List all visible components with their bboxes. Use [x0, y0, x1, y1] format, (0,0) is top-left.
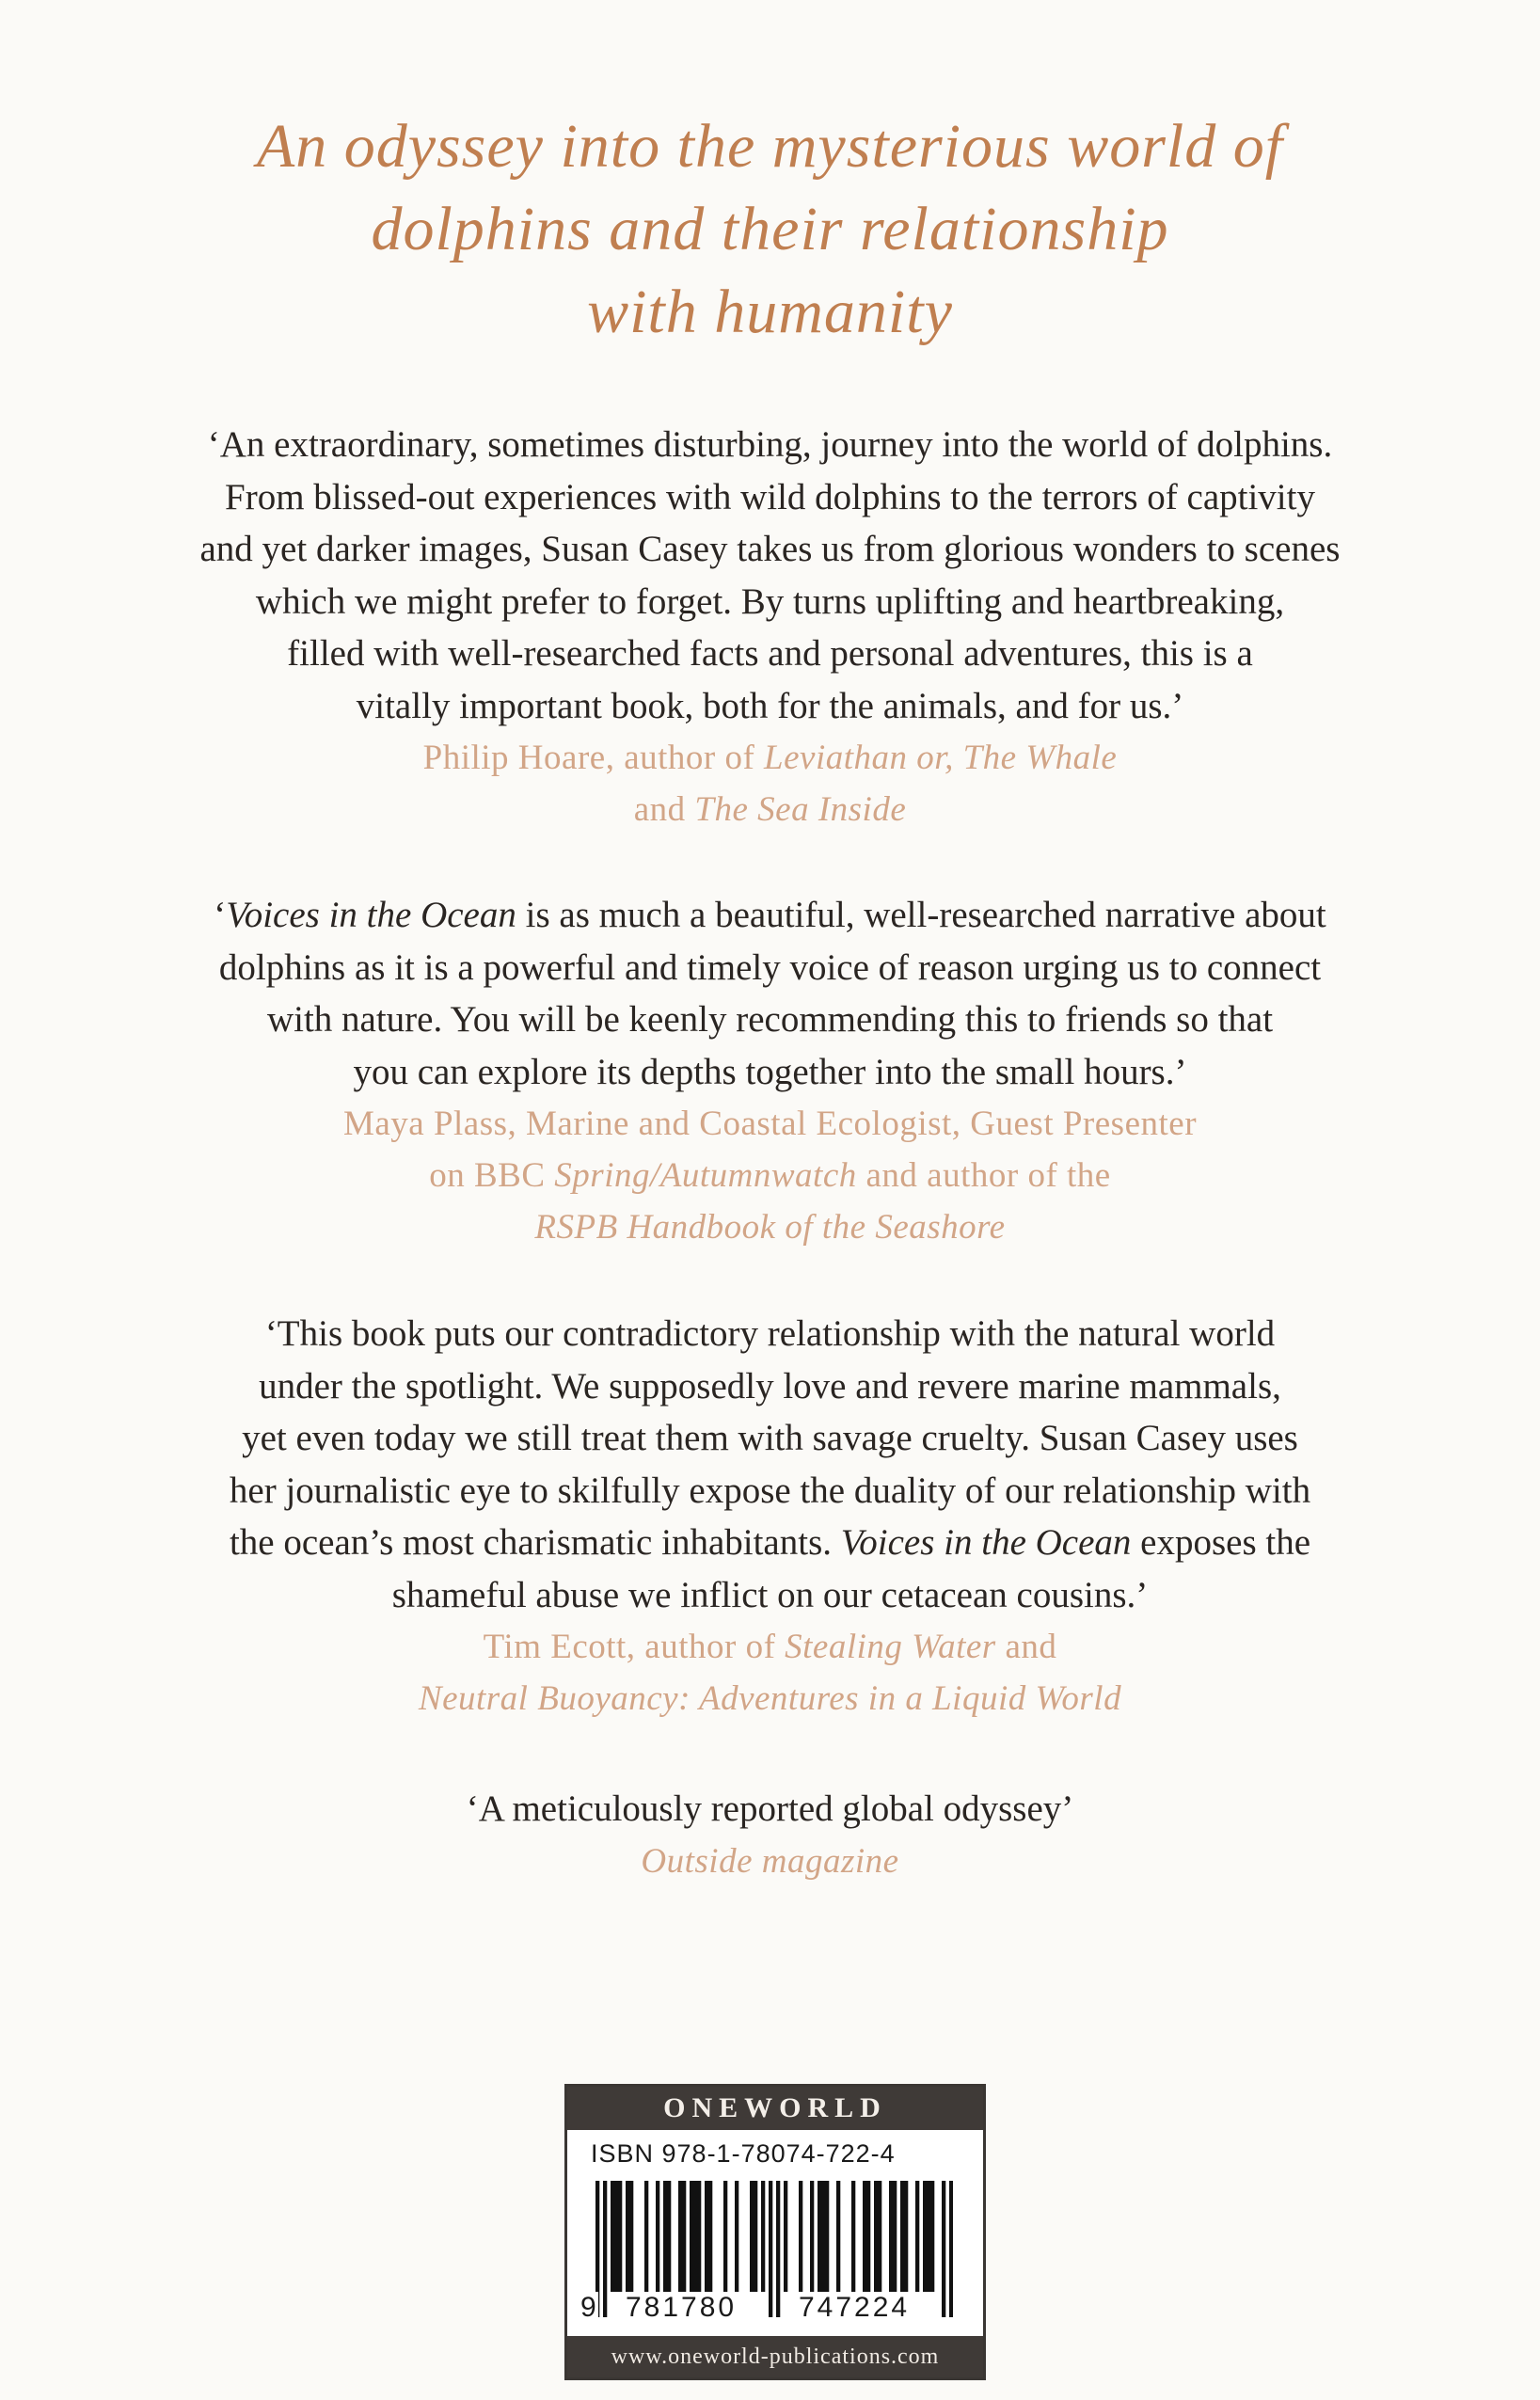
barcode-bar	[810, 2181, 814, 2292]
quote-maya-plass	[94, 889, 1446, 1253]
attribution-text: Tim Ecott, author of	[483, 1628, 786, 1666]
quote-line: you can explore its depths together into the small hours.’	[353, 1051, 1187, 1092]
attribution-text: and author of the	[856, 1156, 1111, 1195]
quote-line: ‘This book puts our contradictory relationship with the natural world	[264, 1313, 1276, 1354]
barcode-bar	[667, 2181, 671, 2292]
barcode-bar	[656, 2181, 659, 2292]
book-title: Stealing Water	[785, 1628, 996, 1666]
programme-title: Spring/Autumnwatch	[554, 1156, 857, 1195]
quote-line: which we might prefer to forget. By turns uplifting and heartbreaking,	[255, 580, 1285, 622]
barcode-bar	[754, 2181, 757, 2292]
barcode-bar	[693, 2181, 697, 2292]
barcode-bar	[874, 2181, 878, 2292]
barcode-bar	[614, 2181, 618, 2292]
book-title: The Sea Inside	[694, 790, 907, 829]
barcode-bar	[915, 2181, 919, 2292]
barcode-bar	[878, 2181, 881, 2292]
quote-line	[94, 889, 1446, 942]
barcode-bar	[784, 2181, 787, 2292]
quote-text: is as much a beautiful, well-researched narrative about	[516, 895, 1326, 935]
barcode-bar	[626, 2181, 629, 2292]
tagline	[132, 105, 1408, 354]
barcode-bar	[866, 2181, 870, 2292]
quote-line: with nature. You will be keenly recommending this to friends so that	[266, 999, 1274, 1040]
barcode-block	[564, 2084, 986, 2380]
barcode-bar	[818, 2181, 821, 2292]
quote-tim-ecott	[94, 1308, 1446, 1725]
barcode-bar	[761, 2181, 765, 2292]
quote-line: shameful abuse we inflict on our cetacean cousins.’	[391, 1574, 1149, 1615]
publication-title: Outside magazine	[641, 1841, 899, 1881]
barcode-bar	[682, 2181, 686, 2292]
book-title: Neutral Buoyancy: Adventures in a Liquid World	[418, 1679, 1122, 1718]
attribution-text: Philip Hoare, author of	[422, 739, 765, 777]
quote-attribution	[94, 1098, 1446, 1253]
quote-line: filled with well-researched facts and personal adventures, this is a	[287, 633, 1253, 674]
book-title: Voices in the Ocean	[226, 895, 516, 935]
barcode-bar	[708, 2181, 712, 2292]
barcode-bar	[618, 2181, 622, 2292]
barcode-bar	[930, 2181, 934, 2292]
quote-line: her journalistic eye to skilfully expose the duality of our relationship with	[229, 1470, 1311, 1511]
quote-outside-magazine	[94, 1783, 1446, 1887]
barcode-bar	[697, 2181, 701, 2292]
barcode-digits-right: 747224	[799, 2292, 911, 2323]
barcode-bar	[644, 2181, 648, 2292]
barcode-bar	[799, 2181, 802, 2292]
barcode-bar	[889, 2181, 893, 2292]
barcode-bar	[735, 2181, 738, 2292]
quote-line: dolphins as it is a powerful and timely voice of reason urging us to connect	[218, 946, 1322, 988]
quote-line: ‘An extraordinary, sometimes disturbing, journey into the world of dolphins.	[207, 424, 1333, 465]
book-title: Voices in the Ocean	[840, 1522, 1132, 1563]
open-quote: ‘	[214, 895, 227, 935]
quote-line: vitally important book, both for the animals, and for us.’	[356, 685, 1184, 726]
book-title: Leviathan or, The Whale	[764, 739, 1118, 777]
barcode-bar	[705, 2181, 708, 2292]
book-title: RSPB Handbook of the Seashore	[534, 1208, 1006, 1247]
barcode-digit-first: 9	[580, 2292, 596, 2323]
attribution-text: and	[633, 790, 695, 829]
barcode-bar	[893, 2181, 897, 2292]
barcode-bar	[750, 2181, 754, 2292]
quote-text: the ocean’s most charismatic inhabitants.	[229, 1522, 841, 1563]
barcode-bar	[629, 2181, 633, 2292]
attribution-text: and	[995, 1628, 1057, 1666]
publisher-website: www.oneworld-publications.com	[567, 2336, 983, 2377]
publisher-name: ONEWORLD	[567, 2087, 983, 2130]
barcode-bar	[821, 2181, 825, 2292]
barcode-bar	[900, 2181, 904, 2292]
barcode-bar	[923, 2181, 927, 2292]
quote-line: under the spotlight. We supposedly love and revere marine mammals,	[259, 1365, 1281, 1407]
barcode-bar	[690, 2181, 693, 2292]
barcode-bar	[663, 2181, 667, 2292]
quote-line: yet even today we still treat them with savage cruelty. Susan Casey uses	[242, 1418, 1298, 1458]
quote-text: exposes the	[1131, 1522, 1311, 1563]
barcode-bar	[678, 2181, 682, 2292]
barcode-bar	[927, 2181, 930, 2292]
barcode-bar	[904, 2181, 908, 2292]
quote-philip-hoare	[94, 419, 1446, 835]
quote-attribution	[94, 1621, 1446, 1725]
quote-line: and yet darker images, Susan Casey takes us from glorious wonders to scenes	[199, 529, 1341, 569]
quote-line: ‘A meticulously reported global odyssey’	[466, 1788, 1074, 1829]
barcode-digits-left: 781780	[626, 2292, 738, 2323]
barcode-bar	[863, 2181, 866, 2292]
quote-line	[94, 1517, 1446, 1569]
barcode-bar	[611, 2181, 614, 2292]
barcode-bar	[851, 2181, 855, 2292]
tagline-line-3: with humanity	[587, 278, 953, 346]
barcode-bar	[825, 2181, 829, 2292]
tagline-line-2: dolphins and their relationship	[371, 195, 1169, 263]
quote-line: From blissed-out experiences with wild dolphins to the terrors of captivity	[225, 476, 1315, 517]
attribution-text: on BBC	[429, 1156, 555, 1195]
attribution-text: Maya Plass, Marine and Coastal Ecologist, Guest Presenter	[342, 1105, 1198, 1143]
quote-attribution	[94, 732, 1446, 835]
barcode-bar	[723, 2181, 727, 2292]
barcode-bar	[836, 2181, 840, 2292]
isbn-number: ISBN 978-1-78074-722-4	[591, 2139, 896, 2168]
quote-attribution	[94, 1836, 1446, 1887]
tagline-line-1: An odyssey into the mysterious world of	[256, 112, 1284, 181]
barcode-digits	[579, 2292, 974, 2329]
